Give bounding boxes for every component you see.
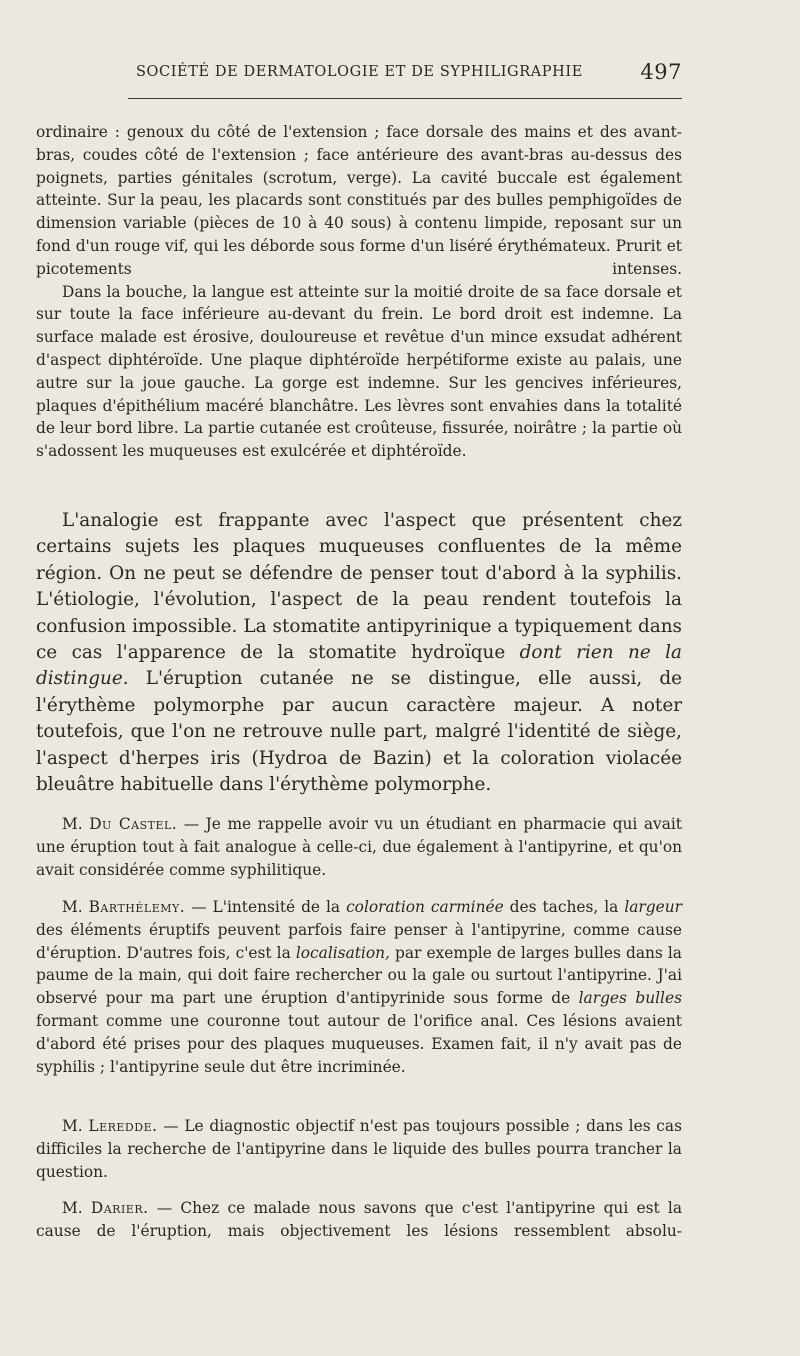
remark-darier: M. Darier. — Chez ce malade nous savons que c'est l'antipyrine qui est la cause de l'éruption, mais objectivement les lésions ressemblent absolu-: [36, 1199, 683, 1240]
paragraph-skin-lesions: ordinaire : genoux du côté de l'extension ; face dorsale des mains et des avant-bras, coudes côté de l'extension ; face antérieure des avant-bras au-dessus des poignets, parties génitales (scrotum, verge). La cavité buccale est également atteinte. Sur la peau, les placards sont constitués par des bulles pemphigoïdes de dimension variable (pièces de 10 à 40 sous) à contenu limpide, reposant sur un fond d'un rouge vif, qui les déborde sous forme d'un liséré érythémateux. Prurit et picotements intenses.: [36, 123, 682, 278]
paragraph-analogy: L'analogie est frappante avec l'aspect que présentent chez certains sujets les plaques muqueuses confluentes de la même région. On ne peut se défendre de penser tout d'abord à la syphilis. L'étiologie, l'évolution, l'aspect de la peau rendent toutefois la confusion impossible. La stomatite antipyrinique a typiquement dans ce cas l'apparence de la stomatite hydroïque dont rien ne la distingue. L'éruption cutanée ne se distingue, elle aussi, de l'érythème polymorphe par aucun caractère majeur. A noter toutefois, que l'on ne retrouve nulle part, malgré l'identité de siège, l'aspect d'herpes iris (Hydroa de Bazin) et la coloration violacée bleuâtre habituelle dans l'érythème polymorphe.: [36, 510, 682, 796]
remark-barthelemy: M. Barthélemy. — L'intensité de la coloration carminée des taches, la largeur des éléments éruptifs peuvent parfois faire penser à l'antipyrine, comme cause d'éruption. D'autres fois, c'est la localisation, par exemple de larges bulles dans la paume de la main, qui doit faire rechercher ou la gale ou surtout l'antipyrine. J'ai observé pour ma part une éruption d'antipyrinide sous forme de larges bulles formant comme une couronne tout autour de l'orifice anal. Ces lésions avaient d'abord été prises pour des plaques muqueuses. Examen fait, il n'y avait pas de syphilis ; l'antipyrine seule dut être incriminée.: [36, 898, 683, 1076]
paragraph-mouth-lesions: Dans la bouche, la langue est atteinte sur la moitié droite de sa face dorsale et sur toute la face inférieure au-devant du frein. Le bord droit est indemne. La surface malade est érosive, douloureuse et revêtue d'un mince exsudat adhérent d'aspect diphtéroïde. Une plaque diphtéroïde herpétiforme existe au palais, une autre sur la joue gauche. La gorge est indemne. Sur les gencives inférieures, plaques d'épithélium macéré blanchâtre. Les lèvres sont envahies dans la totalité de leur bord libre. La partie cutanée est croûteuse, fissurée, noirâtre ; la partie où s'adossent les muqueuses est exulcérée et diphtéroïde.: [36, 282, 682, 461]
running-header: [40, 62, 682, 88]
speaker-name: Barthélemy.: [88, 898, 186, 916]
remark-du-castel: M. Du Castel. — Je me rappelle avoir vu un étudiant en pharmacie qui avait une éruption tout à fait analogue à celle-ci, due également à l'antipyrine, et qu'on avait considérée comme syphilitique.: [36, 815, 682, 879]
header-rule: [128, 98, 682, 99]
speaker-name: Darier.: [90, 1199, 149, 1217]
running-title: SOCIÉTÉ DE DERMATOLOGIE ET DE SYPHILIGRAPHIE: [136, 64, 583, 80]
page-number: 497: [640, 60, 682, 84]
commentary: [36, 508, 682, 798]
speaker-name: Du Castel.: [89, 815, 178, 833]
case-description: [36, 121, 682, 463]
remark-leredde: M. Leredde. — Le diagnostic objectif n'est pas toujours possible ; dans les cas difficiles la recherche de l'antipyrine dans le liquide des bulles pourra trancher la question.: [36, 1117, 682, 1181]
speaker-name: Leredde.: [88, 1117, 158, 1135]
